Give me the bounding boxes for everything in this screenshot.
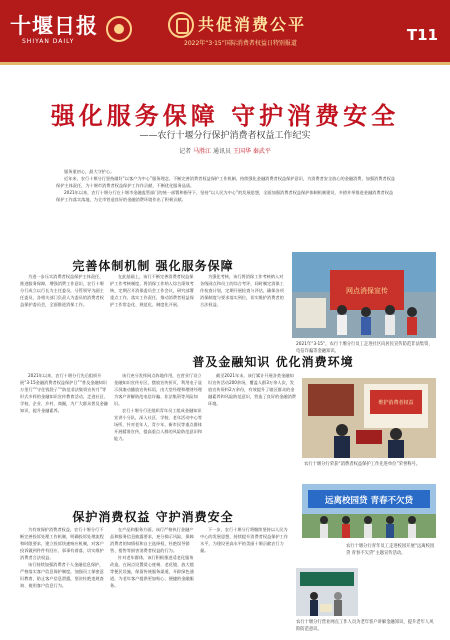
section-body — [20, 273, 104, 343]
paragraph: 在产品和服务方面，该行严格执行金融产品和服务信息披露要求，充分揭示风险，保障消费者的知情权和自主选择权，杜绝误导销售、搭售等损害消费者权益的行为。 — [110, 527, 194, 553]
lead-paragraphs — [56, 168, 396, 203]
section-title: 普及金融知识 优化消费环境 — [192, 355, 354, 369]
byline-reporter: 马胜江 — [193, 148, 212, 155]
section-body — [20, 526, 104, 636]
section-title: 完善体制机制 强化服务保障 — [72, 259, 234, 273]
seal-icon — [106, 16, 132, 42]
paragraph: 为有效保护消费者权益，农行十堰分行不断完善投诉处理工作机制，明确投诉处理流程和时限要求，建立投诉快速响应机制，对客户投诉做到件件有回应、事事有着落，切实维护消费者合法权益。 — [20, 527, 104, 560]
photo-award-ceremony — [302, 378, 436, 458]
section-body — [200, 526, 290, 636]
photo3-banner: 远离校园贷 青春不欠贷 — [325, 496, 413, 506]
paragraph: 农行十堰分行还组织青年员工组成金融知识宣讲小分队，深入社区、学校、老年活动中心等场所，针对老年人、青少年、新市民等重点群体开展精准宣传，提高重点人群的风险防范意识和能力。 — [114, 408, 202, 441]
paragraph: 下一步，农行十堰分行将继续坚持以人民为中心的发展思想，持续提升消费者权益保护工作水平，为建设更高水平的美丽十堰贡献农行力量。 — [200, 527, 288, 553]
page-number: T11 — [406, 26, 438, 44]
photo2-sign: 维护消费者权益 — [378, 400, 414, 406]
paragraph: 该行持续加强消费者个人金融信息保护，严格落实客户信息保护制度，加强员工保密意识教育，防止客户信息泄露，坚决杜绝违规查询、使用客户信息行为。 — [20, 562, 104, 588]
photo-community-promotion — [292, 252, 436, 338]
photo-campus-event — [302, 484, 436, 538]
photo-elderly-service — [296, 568, 358, 616]
section-theme: 共促消费公平 — [198, 15, 307, 34]
headline: 强化服务保障 守护消费安全 — [50, 101, 400, 130]
masthead — [0, 0, 450, 62]
photo-caption: 农行十堰分行青年员工走进校园开展“远离校园贷 青春不欠贷”主题宣传活动。 — [346, 544, 435, 556]
byline-correspondents: 王国华 秦武平 — [232, 148, 271, 155]
paragraph: 2021年以来，农行十堰分行先后组织开展“3·15金融消费者权益保护日”“普及金融知识万里行”“守住钱袋子”“防范非法集资宣传月”等形式多样的金融知识宣传教育活动，走进社区、学校、企业、乡村、商圈，为广大群众普及金融知识，提升金融素养。 — [20, 373, 108, 413]
lead-paragraph: 2021年以来，农行十堰分行在十堰市金融监管部门的统一部署和指导下，坚持“以人民为中心”的发展思想，全面加强消费者权益保护体制机制建设，多措并举推进金融消费者权益保护工作落实落地，为全市营造良好的金融消费环境作出了积极贡献。 — [56, 190, 394, 202]
section-body — [114, 372, 202, 484]
section-body — [110, 526, 194, 636]
newspaper-logo: 十堰日报 — [10, 13, 98, 38]
byline-mid: 通讯员 — [213, 148, 232, 155]
paragraph: 为强化考核，该行将消保工作考核纳入对各级网点和员工的综合考评，同时制定消保工作检查计划，定期开展检查与评估，确保各项消保制度与要求落实到位，切实维护消费者的合法权益。 — [200, 274, 284, 307]
paragraph: 为进一步压实消费者权益保护主体责任，推进服务保障，增强消费工作意识，农行十堰分行成立以行长为主任委员，分管领导为副主任委员，各相关部门负责人为委员的消费者权益保护委员会，全面推进消保工作。 — [20, 274, 104, 307]
section-title: 保护消费权益 守护消费安全 — [72, 510, 234, 524]
photo-caption: 农行十堰分行荣获“消费者权益保护工作先进单位”荣誉称号。 — [304, 462, 421, 467]
photo-caption: 农行十堰分行营业网点工作人员为老年客户讲解金融知识，提升老年人风险防范意识。 — [296, 620, 434, 632]
photo1-sign: 网点消保宣传 — [346, 287, 388, 295]
photo-caption: 2021年“3·15”，农行十堰分行员工走进社区向居民宣传防范非法集资、电信诈骗等金融知识。 — [296, 342, 433, 354]
byline-prefix: 记者 — [179, 148, 192, 155]
consumer-rights-icon — [168, 12, 194, 38]
masthead-rule — [0, 62, 450, 65]
subheadline: ——农行十堰分行保护消费者权益工作纪实 — [139, 131, 311, 141]
byline — [0, 146, 450, 155]
paragraph: 在此基础上，该行不断完善消费者权益保护工作考核制度，将消保工作纳入综合绩效考核，定期召开消保委员会工作会议，研究部署重点工作，落实工作责任，推动消费者权益保护工作常态化、规范化、制度化开展。 — [110, 274, 194, 307]
section-body — [200, 273, 284, 343]
section-body — [110, 273, 194, 343]
newspaper-logo-en: SHIYAN DAILY — [22, 38, 75, 45]
section-subtheme: 2022年“3·15”国际消费者权益日特别报道 — [184, 40, 297, 47]
paragraph: 针对老年群体，该行积极推进适老化服务改造，在网点设置爱心座椅、老花镜、放大镜等便民设施，保留传统服务渠道，开辟绿色通道，为老年客户提供更加贴心、便捷的金融服务。 — [110, 555, 194, 588]
section-body — [208, 372, 296, 484]
paragraph: 截至2021年末，该行累计开展各类金融知识宣传活动200余场，覆盖人群3万余人次，发放宣传资料2万余份，有效提升了辖区群众的金融素养和风险防范意识，营造了良好的金融消费环境。 — [208, 373, 296, 406]
section-body — [20, 372, 108, 484]
paragraph: 该行充分发挥网点阵地作用，在营业厅设立金融知识宣传专区，摆放宣传折页，利用电子显示屏滚动播放宣传标语，由大堂经理和理财经理为客户讲解防范电信诈骗、非法集资等风险知识。 — [114, 373, 202, 406]
lead-paragraph: 近年来，农行十堰分行坚持做好“以客户为中心”服务理念，不断完善消费者权益保护工作机制，持续强化金融消费者权益保护意识，为消费者安全放心的金融消费，加强消费者权益保护主体责任，为十堰市消费者权益保护工作作贡献，不断优化服务品质。 — [56, 176, 395, 188]
lead-paragraph: 服务重初心，最大守护心。 — [64, 169, 115, 174]
